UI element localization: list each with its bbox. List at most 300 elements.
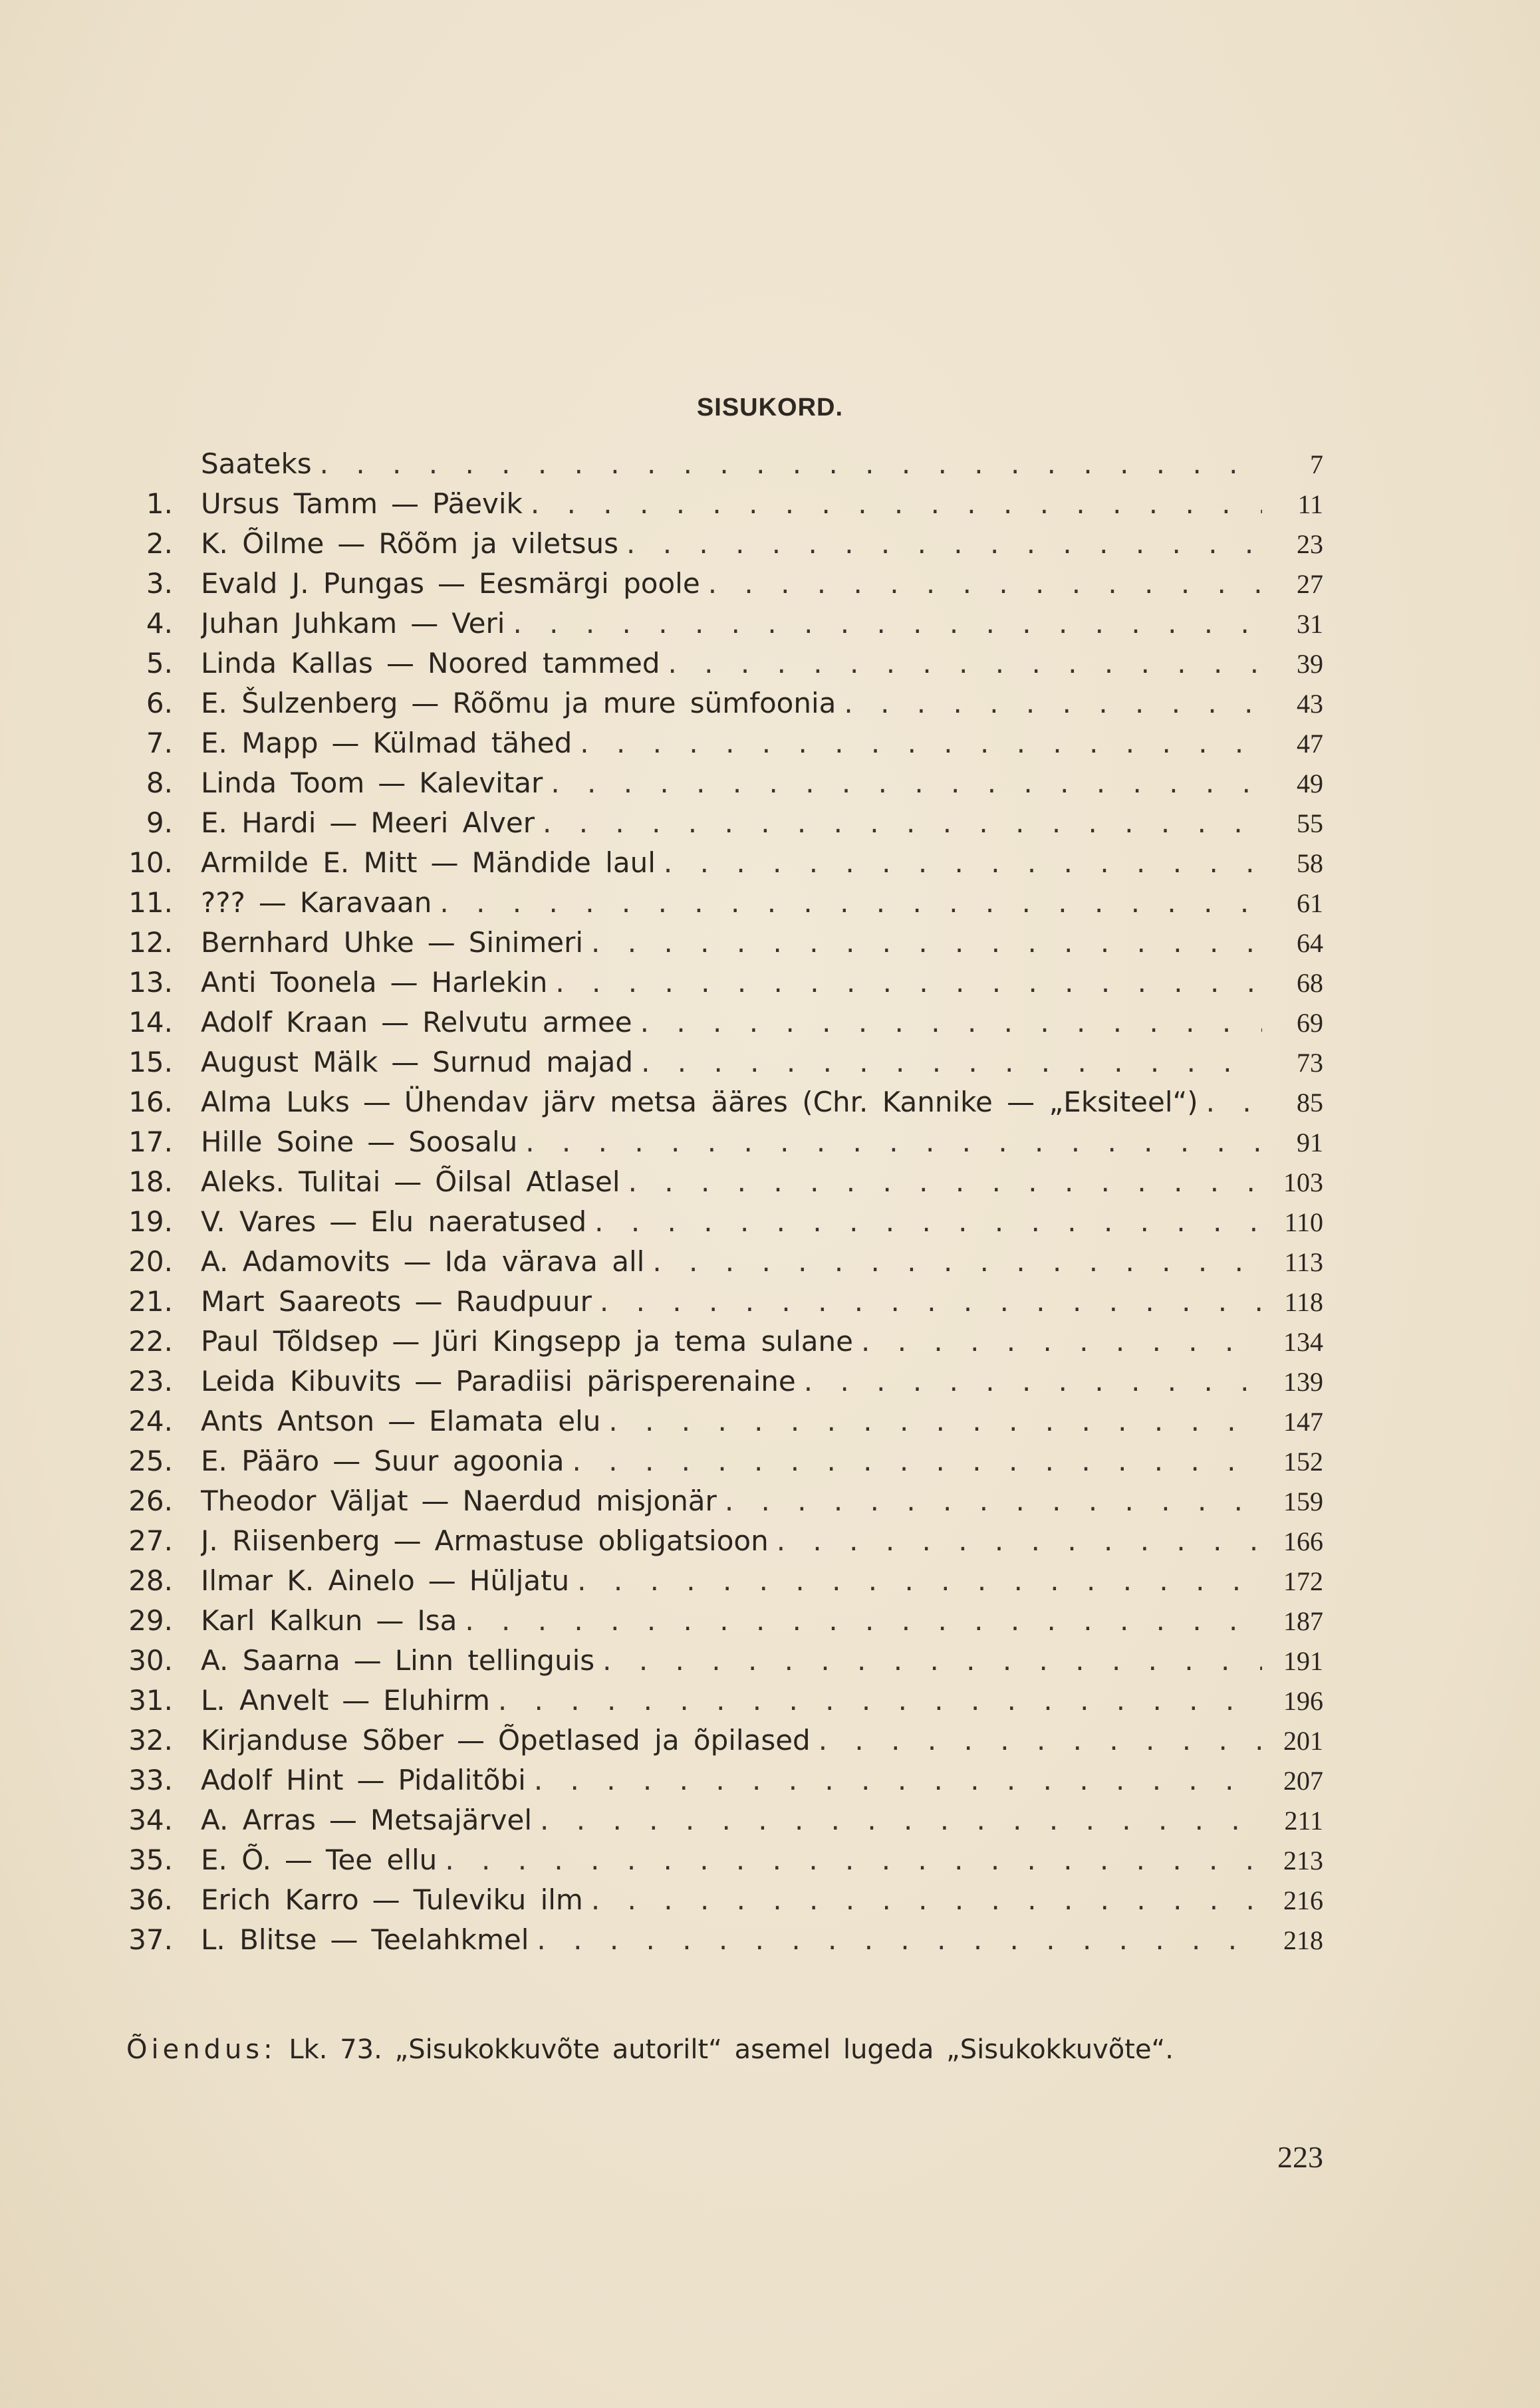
toc-entry	[126, 1082, 1323, 1122]
toc-entry	[126, 1401, 1323, 1441]
toc-entry	[126, 1441, 1323, 1481]
entry-dash: —	[428, 1564, 456, 1597]
toc-entry	[126, 1481, 1323, 1521]
entry-line	[201, 1322, 1323, 1362]
entry-page-number: 69	[1297, 1008, 1323, 1038]
entry-title: Pidalitõbi	[398, 1764, 526, 1796]
entry-line	[201, 763, 1323, 804]
entry-title: Teelahkmel	[371, 1923, 529, 1956]
entry-dash: —	[362, 1086, 391, 1118]
entry-dash: —	[391, 487, 420, 520]
entry-number: 21.	[128, 1285, 173, 1318]
entry-author: L. Anvelt	[201, 1684, 329, 1717]
entry-line	[201, 564, 1323, 604]
entry-page-number: 49	[1297, 769, 1323, 798]
entry-dash: —	[410, 607, 439, 640]
dot-leader	[668, 644, 1262, 683]
entry-line	[201, 1441, 1323, 1482]
entry-number: 31.	[128, 1684, 173, 1717]
entry-page-number: 147	[1283, 1407, 1323, 1437]
entry-line	[201, 1122, 1323, 1163]
entry-author: Anti Toonela	[201, 966, 377, 999]
entry-page-number: 187	[1283, 1606, 1323, 1636]
entry-line	[201, 1681, 1323, 1721]
entry-dash: —	[394, 1165, 422, 1198]
entry-dash: —	[330, 1923, 358, 1956]
entry-dash: —	[258, 886, 287, 919]
toc-entry	[126, 1003, 1323, 1042]
entry-page-number: 201	[1283, 1726, 1323, 1756]
entry-page-number: 58	[1297, 848, 1323, 878]
entry-title: Päevik	[432, 487, 523, 520]
entry-number: 35.	[128, 1844, 173, 1876]
entry-dash: —	[421, 1485, 449, 1517]
dot-leader	[320, 444, 1262, 484]
entry-page-number: 23	[1297, 529, 1323, 559]
toc-entry	[126, 923, 1323, 963]
entry-title: Armastuse obligatsioon	[434, 1524, 769, 1557]
toc-entry	[126, 1920, 1323, 1960]
entry-page-number: 73	[1297, 1048, 1323, 1078]
entry-author: V. Vares	[201, 1205, 317, 1238]
entry-title: Rõõm ja viletsus	[378, 527, 618, 560]
entry-dash: —	[372, 1883, 400, 1916]
entry-title: Tee ellu	[325, 1844, 438, 1876]
dot-leader	[543, 803, 1262, 843]
dot-leader	[498, 1681, 1262, 1721]
entry-number: 2.	[146, 527, 173, 560]
entry-title: Õpetlased ja õpilased	[497, 1724, 811, 1756]
entry-author: Bernhard Uhke	[201, 926, 414, 959]
entry-page-number: 7	[1310, 449, 1323, 479]
entry-number: 27.	[128, 1524, 173, 1557]
entry-page-number: 134	[1283, 1327, 1323, 1357]
dot-leader	[573, 1441, 1262, 1481]
entry-line	[201, 444, 1323, 485]
entry-line	[201, 1760, 1323, 1801]
entry-title: Veri	[451, 607, 505, 640]
entry-author: Mart Saareots	[201, 1285, 402, 1318]
entry-dash: —	[332, 1445, 361, 1477]
entry-number: 37.	[128, 1923, 173, 1956]
dot-leader	[600, 1282, 1262, 1322]
entry-dash: —	[381, 1006, 410, 1038]
entry-title: Harlekin	[431, 966, 548, 999]
entry-dash: —	[427, 926, 455, 959]
entry-number: 25.	[128, 1445, 173, 1477]
entry-title: Raudpuur	[455, 1285, 592, 1318]
dot-leader	[602, 1641, 1262, 1681]
entry-dash: —	[378, 767, 406, 799]
entry-title: Kalevitar	[419, 767, 543, 799]
entry-page-number: 191	[1283, 1646, 1323, 1676]
entry-dash: —	[403, 1245, 432, 1278]
toc-entry	[126, 604, 1323, 644]
entry-line	[201, 1840, 1323, 1881]
entry-title: Metsajärvel	[370, 1804, 533, 1836]
entry-line	[201, 1202, 1323, 1243]
entry-number: 12.	[128, 926, 173, 959]
entry-number: 11.	[128, 886, 173, 919]
entry-author: E. Šulzenberg	[201, 687, 398, 719]
toc-entry	[126, 1521, 1323, 1561]
entry-page-number: 196	[1283, 1686, 1323, 1716]
entry-number: 5.	[146, 647, 173, 679]
entry-line	[201, 1003, 1323, 1043]
entry-title: Noored tammed	[427, 647, 660, 679]
dot-leader	[440, 883, 1262, 923]
entry-dash: —	[414, 1365, 443, 1397]
page-number: 223	[1277, 2140, 1323, 2174]
entry-line	[201, 1721, 1323, 1761]
entry-author: L. Blitse	[201, 1923, 317, 1956]
entry-author: E. Mapp	[201, 727, 319, 759]
dot-leader	[804, 1362, 1262, 1401]
entry-dash: —	[411, 687, 440, 719]
dot-leader	[664, 843, 1262, 883]
entry-page-number: 166	[1283, 1526, 1323, 1556]
toc-entry	[126, 883, 1323, 923]
entry-number: 17.	[128, 1126, 173, 1158]
entry-page-number: 113	[1284, 1247, 1323, 1277]
dot-leader	[537, 1920, 1262, 1960]
entry-page-number: 110	[1284, 1207, 1323, 1237]
dot-leader	[861, 1322, 1262, 1362]
entry-page-number: 103	[1283, 1167, 1323, 1197]
entry-author: E. Hardi	[201, 806, 317, 839]
entry-dash: —	[414, 1285, 443, 1318]
entry-title: Paradiisi pärisperenaine	[455, 1365, 796, 1397]
entry-line	[201, 604, 1323, 644]
entry-number: 20.	[128, 1245, 173, 1278]
entry-line	[201, 1880, 1323, 1921]
entry-dash: —	[376, 1604, 404, 1637]
entry-number: 24.	[128, 1405, 173, 1437]
dot-leader	[708, 564, 1262, 604]
entry-number: 13.	[128, 966, 173, 999]
entry-page-number: 139	[1283, 1367, 1323, 1397]
entry-line	[201, 683, 1323, 724]
entry-dash: —	[392, 1325, 420, 1358]
dot-leader	[640, 1003, 1262, 1042]
entry-author: Ilmar K. Ainelo	[201, 1564, 415, 1597]
toc-entry	[126, 683, 1323, 723]
toc-entry	[126, 1362, 1323, 1401]
toc-entry	[126, 1162, 1323, 1202]
entry-page-number: 211	[1284, 1806, 1323, 1836]
toc-entry	[126, 1760, 1323, 1800]
entry-title: Suur agoonia	[374, 1445, 565, 1477]
entry-line	[201, 1641, 1323, 1681]
entry-title: Rõõmu ja mure sümfoonia	[452, 687, 836, 719]
entry-dash: —	[367, 1126, 396, 1158]
entry-author: August Mälk	[201, 1046, 378, 1078]
entry-title: Elamata elu	[429, 1405, 601, 1437]
entry-line	[201, 1800, 1323, 1841]
entry-number: 4.	[146, 607, 173, 640]
dot-leader	[531, 484, 1262, 524]
toc-entry	[126, 564, 1323, 604]
dot-leader	[555, 963, 1262, 1003]
entry-dash: —	[456, 1724, 485, 1756]
entry-dash: —	[356, 1764, 385, 1796]
entry-title: Naerdud misjonär	[462, 1485, 717, 1517]
toc-entry	[126, 1242, 1323, 1282]
entry-page-number: 43	[1297, 689, 1323, 719]
entry-author: Linda Kallas	[201, 647, 373, 679]
entry-author: Leida Kibuvits	[201, 1365, 402, 1397]
entry-line	[201, 1362, 1323, 1402]
toc-entry	[126, 644, 1323, 683]
entry-line	[201, 1282, 1323, 1322]
entry-line	[201, 484, 1323, 525]
entry-number: 18.	[128, 1165, 173, 1198]
entry-author: K. Õilme	[201, 527, 324, 560]
entry-line	[201, 1561, 1323, 1602]
toc-entry	[126, 723, 1323, 763]
entry-title: Relvutu armee	[422, 1006, 632, 1038]
entry-author: Armilde E. Mitt	[201, 846, 418, 879]
toc-entry	[126, 963, 1323, 1003]
toc-entry	[126, 1282, 1323, 1322]
dot-leader	[844, 683, 1262, 723]
dot-leader	[641, 1042, 1262, 1082]
entry-title: Eesmärgi poole	[479, 567, 700, 600]
entry-author: A. Adamovits	[201, 1245, 390, 1278]
toc-entry	[126, 444, 1323, 484]
entry-dash: —	[329, 1205, 358, 1238]
dot-leader	[591, 923, 1262, 963]
erratum-note	[126, 2034, 1323, 2065]
entry-page-number: 31	[1297, 609, 1323, 639]
table-of-contents	[126, 444, 1323, 1960]
toc-entry	[126, 1561, 1323, 1601]
toc-entry	[126, 1601, 1323, 1641]
entry-author: J. Riisenberg	[201, 1524, 380, 1557]
entry-number: 26.	[128, 1485, 173, 1517]
toc-entry	[126, 843, 1323, 883]
entry-author: Erich Karro	[201, 1883, 359, 1916]
entry-line	[201, 1481, 1323, 1522]
dot-leader	[465, 1601, 1262, 1641]
toc-entry	[126, 1122, 1323, 1162]
entry-title: Karavaan	[299, 886, 432, 919]
page-title: SISUKORD.	[696, 394, 844, 421]
entry-page-number: 216	[1283, 1885, 1323, 1915]
entry-dash: —	[386, 647, 414, 679]
erratum-label: Õiendus:	[126, 2034, 277, 2065]
dot-leader	[577, 1561, 1262, 1601]
entry-dash: —	[438, 567, 466, 600]
dot-leader	[540, 1800, 1262, 1840]
dot-leader	[626, 524, 1262, 564]
entry-number: 9.	[146, 806, 173, 839]
entry-line	[201, 1521, 1323, 1562]
entry-title: Jüri Kingsepp ja tema sulane	[433, 1325, 853, 1358]
entry-number: 16.	[128, 1086, 173, 1118]
entry-title: Elu naeratused	[370, 1205, 587, 1238]
entry-number: 29.	[128, 1604, 173, 1637]
entry-author: Karl Kalkun	[201, 1604, 363, 1637]
entry-author: Linda Toom	[201, 767, 365, 799]
entry-page-number: 218	[1283, 1925, 1323, 1955]
toc-entry	[126, 1800, 1323, 1840]
entry-number: 10.	[128, 846, 173, 879]
entry-line	[201, 723, 1323, 764]
toc-entry	[126, 1202, 1323, 1242]
entry-line	[201, 1162, 1323, 1203]
entry-page-number: 61	[1297, 888, 1323, 918]
entry-title: Linn tellinguis	[394, 1644, 595, 1677]
entry-dash: —	[388, 1405, 416, 1437]
entry-number: 22.	[128, 1325, 173, 1358]
entry-dash: —	[284, 1844, 313, 1876]
entry-number: 30.	[128, 1644, 173, 1677]
entry-dash: —	[331, 727, 360, 759]
entry-title: Isa	[417, 1604, 457, 1637]
entry-number: 19.	[128, 1205, 173, 1238]
entry-number: 15.	[128, 1046, 173, 1078]
entry-title: Õilsal Atlasel	[435, 1165, 620, 1198]
entry-dash: —	[328, 1804, 357, 1836]
entry-dash: —	[390, 966, 418, 999]
entry-author: Paul Tõldsep	[201, 1325, 379, 1358]
entry-dash: —	[353, 1644, 382, 1677]
entry-number: 8.	[146, 767, 173, 799]
entry-number: 23.	[128, 1365, 173, 1397]
erratum-text: Lk. 73. „Sisukokkuvõte autorilt“ asemel lugeda „Sisukokkuvõte“.	[289, 2034, 1174, 2065]
entry-author: Alma Luks	[201, 1086, 350, 1118]
entry-page-number: 64	[1297, 928, 1323, 958]
entry-dash: —	[393, 1524, 422, 1557]
entry-line	[201, 1920, 1323, 1961]
entry-line	[201, 644, 1323, 684]
entry-title: Tuleviku ilm	[413, 1883, 583, 1916]
entry-line	[201, 923, 1323, 963]
dot-leader	[628, 1162, 1262, 1202]
entry-line	[201, 883, 1323, 923]
entry-line	[201, 1601, 1323, 1641]
entry-line	[201, 1242, 1323, 1282]
entry-author: Aleks. Tulitai	[201, 1165, 381, 1198]
toc-entry	[126, 1681, 1323, 1721]
entry-page-number: 39	[1297, 649, 1323, 679]
entry-page-number: 68	[1297, 968, 1323, 998]
toc-entry	[126, 803, 1323, 843]
entry-page-number: 85	[1297, 1088, 1323, 1118]
entry-author: Juhan Juhkam	[201, 607, 398, 640]
entry-line	[201, 963, 1323, 1003]
entry-author: Adolf Kraan	[201, 1006, 368, 1038]
entry-title: Sinimeri	[468, 926, 584, 959]
entry-number: 36.	[128, 1883, 173, 1916]
entry-line	[201, 524, 1323, 564]
entry-author: Hille Soine	[201, 1126, 354, 1158]
toc-entry	[126, 1042, 1323, 1082]
dot-leader	[594, 1202, 1262, 1242]
dot-leader	[652, 1242, 1262, 1282]
entry-number: 3.	[146, 567, 173, 600]
entry-page-number: 91	[1297, 1128, 1323, 1157]
entry-number: 7.	[146, 727, 173, 759]
entry-author: Adolf Hint	[201, 1764, 344, 1796]
entry-page-number: 213	[1283, 1846, 1323, 1875]
entry-dash: —	[391, 1046, 420, 1078]
dot-leader	[1206, 1082, 1262, 1122]
entry-author: Ants Antson	[201, 1405, 375, 1437]
entry-title: Hüljatu	[469, 1564, 570, 1597]
entry-author: Evald J. Pungas	[201, 567, 425, 600]
dot-leader	[591, 1880, 1262, 1920]
entry-title: Ida värava all	[444, 1245, 645, 1278]
entry-author: A. Saarna	[201, 1644, 340, 1677]
toc-entry	[126, 1641, 1323, 1681]
entry-author: Ursus Tamm	[201, 487, 378, 520]
entry-dash: —	[342, 1684, 370, 1717]
entry-page-number: 172	[1283, 1566, 1323, 1596]
entry-dash: —	[430, 846, 459, 879]
entry-line	[201, 803, 1323, 844]
dot-leader	[777, 1521, 1262, 1561]
toc-entry	[126, 1721, 1323, 1760]
entry-author: A. Arras	[201, 1804, 316, 1836]
dot-leader	[580, 723, 1262, 763]
entry-line	[201, 1042, 1323, 1083]
entry-number: 33.	[128, 1764, 173, 1796]
dot-leader	[608, 1401, 1262, 1441]
entry-title: Mändide laul	[471, 846, 656, 879]
entry-line	[201, 1401, 1323, 1442]
entry-title: Eluhirm	[383, 1684, 490, 1717]
dot-leader	[725, 1481, 1262, 1521]
entry-author: E. Õ.	[201, 1844, 271, 1876]
entry-author: Theodor Väljat	[201, 1485, 408, 1517]
entry-number: 32.	[128, 1724, 173, 1756]
entry-dash: —	[337, 527, 366, 560]
toc-entry	[126, 524, 1323, 564]
dot-leader	[551, 763, 1262, 803]
entry-number: 6.	[146, 687, 173, 719]
entry-number: 14.	[128, 1006, 173, 1038]
entry-page-number: 47	[1297, 729, 1323, 759]
dot-leader	[534, 1760, 1262, 1800]
entry-title: Ühendav järv metsa ääres (Chr. Kannike — „Eksiteel“)	[404, 1086, 1198, 1118]
entry-number: 1.	[146, 487, 173, 520]
dot-leader	[819, 1721, 1262, 1760]
entry-author: Saateks	[201, 447, 312, 480]
dot-leader	[445, 1840, 1262, 1880]
entry-title: Meeri Alver	[370, 806, 535, 839]
entry-page-number: 55	[1297, 808, 1323, 838]
toc-entry	[126, 763, 1323, 803]
entry-title: Külmad tähed	[372, 727, 573, 759]
entry-line	[201, 1082, 1323, 1123]
entry-page-number: 207	[1283, 1766, 1323, 1796]
toc-entry	[126, 1840, 1323, 1880]
entry-page-number: 159	[1283, 1487, 1323, 1516]
entry-page-number: 118	[1284, 1287, 1323, 1317]
dot-leader	[525, 1122, 1262, 1162]
entry-number: 34.	[128, 1804, 173, 1836]
toc-entry	[126, 1322, 1323, 1362]
entry-author: Kirjanduse Sõber	[201, 1724, 444, 1756]
entry-dash: —	[329, 806, 358, 839]
dot-leader	[513, 604, 1262, 644]
entry-page-number: 27	[1297, 569, 1323, 599]
entry-page-number: 11	[1297, 489, 1323, 519]
entry-line	[201, 843, 1323, 884]
toc-entry	[126, 1880, 1323, 1920]
